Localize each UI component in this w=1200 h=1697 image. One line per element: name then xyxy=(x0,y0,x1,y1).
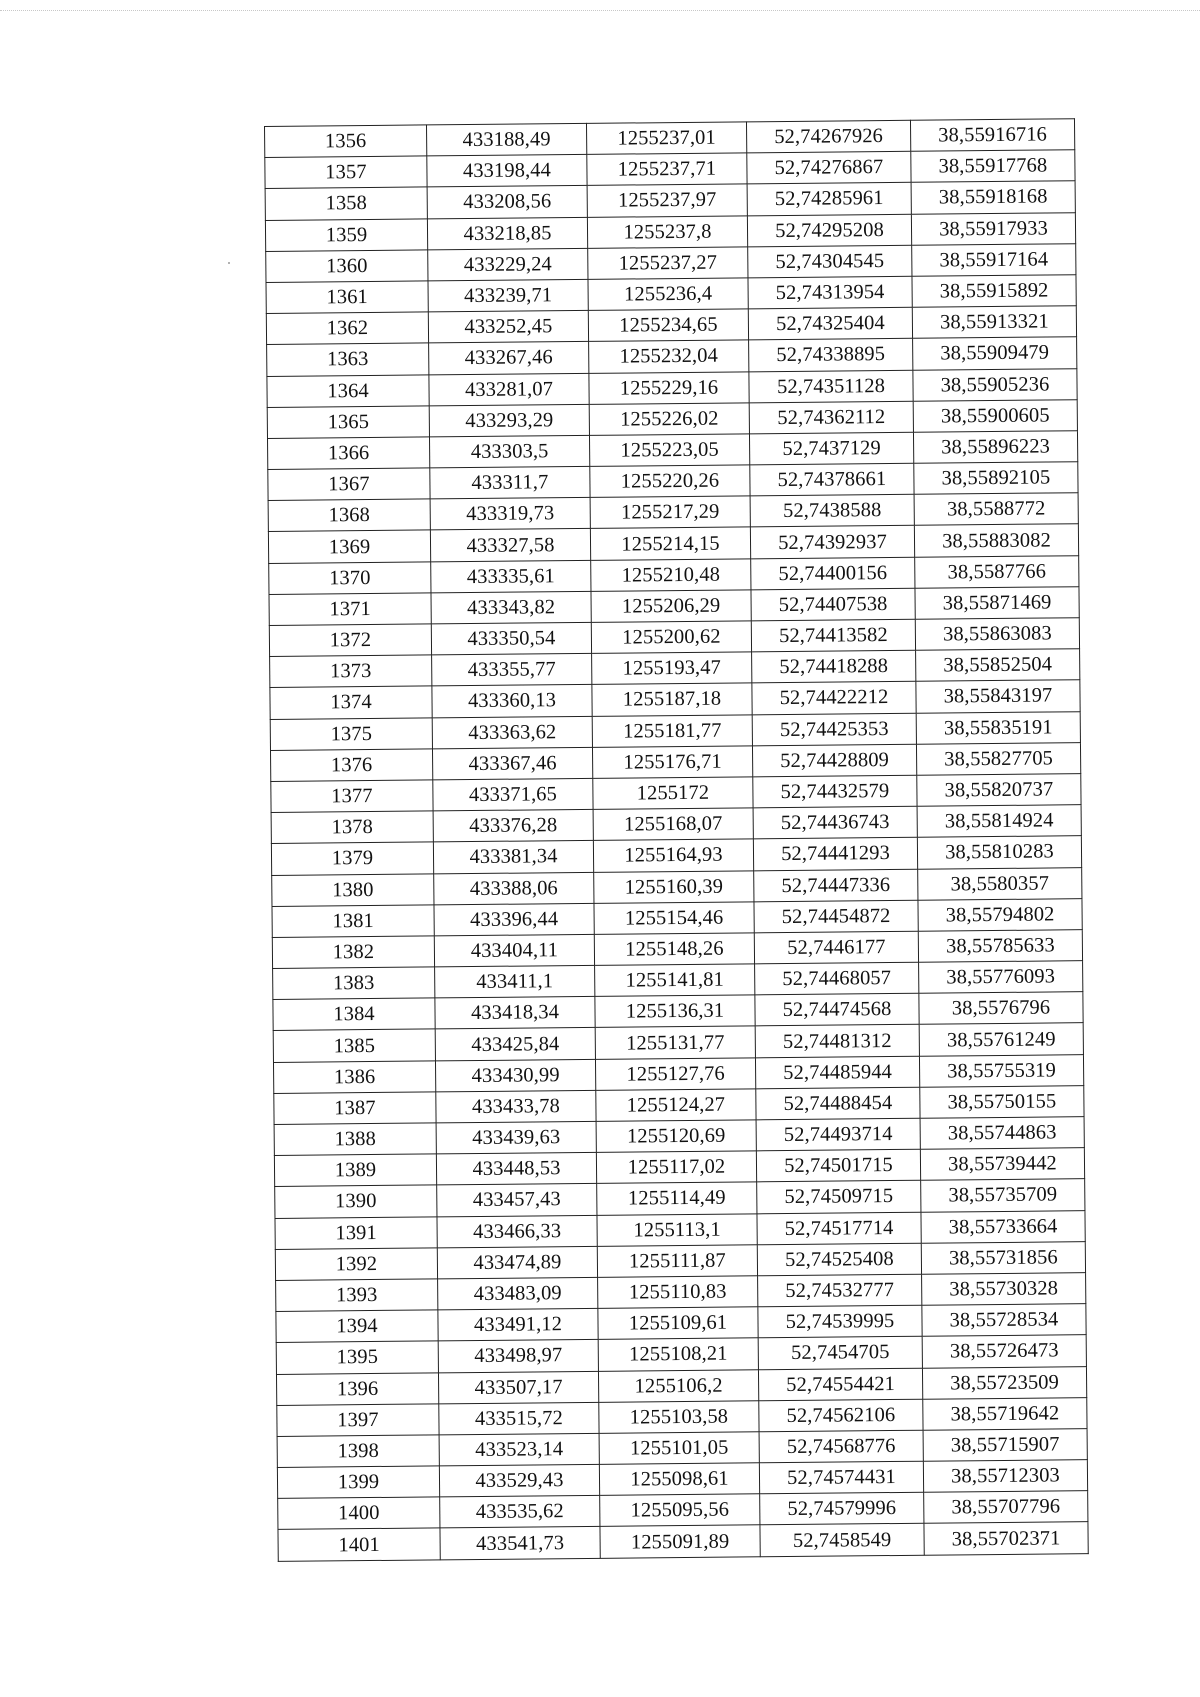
latitude-cell: 52,7446177 xyxy=(754,931,918,964)
latitude-cell: 52,74362112 xyxy=(749,401,913,434)
y-coordinate-cell: 1255176,71 xyxy=(592,746,752,779)
longitude-cell: 38,55728534 xyxy=(922,1304,1086,1337)
longitude-cell: 38,55723509 xyxy=(922,1366,1086,1399)
x-coordinate-cell: 433218,85 xyxy=(427,217,587,250)
longitude-cell: 38,55843197 xyxy=(916,680,1080,713)
point-number-cell: 1379 xyxy=(271,842,433,875)
latitude-cell: 52,74481312 xyxy=(755,1025,919,1058)
longitude-cell: 38,55707796 xyxy=(924,1491,1088,1524)
longitude-cell: 38,55730328 xyxy=(922,1273,1086,1306)
y-coordinate-cell: 1255101,05 xyxy=(599,1432,759,1465)
y-coordinate-cell: 1255210,48 xyxy=(591,558,751,591)
point-number-cell: 1389 xyxy=(274,1154,436,1187)
longitude-cell: 38,55719642 xyxy=(923,1397,1087,1430)
x-coordinate-cell: 433474,89 xyxy=(437,1246,597,1279)
x-coordinate-cell: 433303,5 xyxy=(429,435,589,468)
point-number-cell: 1372 xyxy=(269,624,431,657)
x-coordinate-cell: 433208,56 xyxy=(427,186,587,219)
longitude-cell: 38,55863083 xyxy=(915,618,1079,651)
latitude-cell: 52,74338895 xyxy=(749,339,913,372)
x-coordinate-cell: 433498,97 xyxy=(438,1340,598,1373)
point-number-cell: 1374 xyxy=(270,686,432,719)
longitude-cell: 38,55733664 xyxy=(921,1210,1085,1243)
x-coordinate-cell: 433439,63 xyxy=(436,1121,596,1154)
point-number-cell: 1386 xyxy=(273,1061,435,1094)
y-coordinate-cell: 1255237,97 xyxy=(587,184,747,217)
point-number-cell: 1383 xyxy=(273,967,435,1000)
latitude-cell: 52,74413582 xyxy=(751,619,915,652)
x-coordinate-cell: 433229,24 xyxy=(428,248,588,281)
y-coordinate-cell: 1255108,21 xyxy=(598,1338,758,1371)
x-coordinate-cell: 433343,82 xyxy=(431,591,591,624)
point-number-cell: 1391 xyxy=(275,1216,437,1249)
longitude-cell: 38,55776093 xyxy=(919,961,1083,994)
y-coordinate-cell: 1255095,56 xyxy=(600,1494,760,1527)
latitude-cell: 52,74285961 xyxy=(747,183,911,216)
y-coordinate-cell: 1255091,89 xyxy=(600,1525,760,1558)
latitude-cell: 52,74562106 xyxy=(759,1399,923,1432)
latitude-cell: 52,74400156 xyxy=(751,557,915,590)
longitude-cell: 38,55883082 xyxy=(914,524,1078,557)
latitude-cell: 52,7438588 xyxy=(750,495,914,528)
point-number-cell: 1361 xyxy=(266,281,428,314)
x-coordinate-cell: 433491,12 xyxy=(438,1308,598,1341)
y-coordinate-cell: 1255111,87 xyxy=(597,1245,757,1278)
x-coordinate-cell: 433281,07 xyxy=(429,373,589,406)
longitude-cell: 38,55915892 xyxy=(912,275,1076,308)
latitude-cell: 52,74474568 xyxy=(755,994,919,1027)
coordinates-table-container xyxy=(264,118,1089,1561)
latitude-cell: 52,74428809 xyxy=(752,744,916,777)
latitude-cell: 52,74493714 xyxy=(756,1118,920,1151)
point-number-cell: 1368 xyxy=(268,499,430,532)
scan-speck xyxy=(228,262,230,264)
point-number-cell: 1399 xyxy=(277,1466,439,1499)
x-coordinate-cell: 433404,11 xyxy=(434,934,594,967)
longitude-cell: 38,55755319 xyxy=(919,1054,1083,1087)
point-number-cell: 1359 xyxy=(265,218,427,251)
x-coordinate-cell: 433381,34 xyxy=(433,841,593,874)
point-number-cell: 1396 xyxy=(276,1372,438,1405)
x-coordinate-cell: 433529,43 xyxy=(439,1464,599,1497)
longitude-cell: 38,55735709 xyxy=(921,1179,1085,1212)
coordinates-table xyxy=(264,118,1089,1561)
latitude-cell: 52,74525408 xyxy=(757,1243,921,1276)
point-number-cell: 1398 xyxy=(277,1435,439,1468)
point-number-cell: 1370 xyxy=(269,562,431,595)
latitude-cell: 52,74501715 xyxy=(756,1149,920,1182)
point-number-cell: 1373 xyxy=(270,655,432,688)
y-coordinate-cell: 1255181,77 xyxy=(592,714,752,747)
point-number-cell: 1365 xyxy=(267,406,429,439)
latitude-cell: 52,74454872 xyxy=(754,900,918,933)
latitude-cell: 52,74441293 xyxy=(753,838,917,871)
latitude-cell: 52,74267926 xyxy=(746,120,910,153)
point-number-cell: 1400 xyxy=(278,1497,440,1530)
latitude-cell: 52,74425353 xyxy=(752,713,916,746)
longitude-cell: 38,5587766 xyxy=(915,555,1079,588)
latitude-cell: 52,7458549 xyxy=(760,1524,924,1557)
latitude-cell: 52,74351128 xyxy=(749,370,913,403)
y-coordinate-cell: 1255136,31 xyxy=(595,995,755,1028)
latitude-cell: 52,74579996 xyxy=(760,1492,924,1525)
latitude-cell: 52,74304545 xyxy=(748,245,912,278)
x-coordinate-cell: 433355,77 xyxy=(432,654,592,687)
coordinates-table-body xyxy=(265,119,1089,1561)
longitude-cell: 38,55785633 xyxy=(918,930,1082,963)
latitude-cell: 52,74422212 xyxy=(752,682,916,715)
y-coordinate-cell: 1255160,39 xyxy=(594,870,754,903)
y-coordinate-cell: 1255237,27 xyxy=(588,247,748,280)
longitude-cell: 38,55835191 xyxy=(916,711,1080,744)
longitude-cell: 38,55871469 xyxy=(915,587,1079,620)
latitude-cell: 52,74392937 xyxy=(750,526,914,559)
latitude-cell: 52,74418288 xyxy=(752,650,916,683)
y-coordinate-cell: 1255193,47 xyxy=(592,652,752,685)
x-coordinate-cell: 433418,34 xyxy=(435,997,595,1030)
x-coordinate-cell: 433515,72 xyxy=(439,1402,599,1435)
point-number-cell: 1357 xyxy=(265,156,427,189)
latitude-cell: 52,74574431 xyxy=(759,1461,923,1494)
longitude-cell: 38,55917768 xyxy=(911,150,1075,183)
y-coordinate-cell: 1255200,62 xyxy=(591,621,751,654)
longitude-cell: 38,55820737 xyxy=(917,774,1081,807)
y-coordinate-cell: 1255206,29 xyxy=(591,590,751,623)
latitude-cell: 52,74488454 xyxy=(756,1087,920,1120)
longitude-cell: 38,55739442 xyxy=(920,1148,1084,1181)
point-number-cell: 1395 xyxy=(276,1341,438,1374)
x-coordinate-cell: 433319,73 xyxy=(430,498,590,531)
x-coordinate-cell: 433376,28 xyxy=(433,809,593,842)
x-coordinate-cell: 433396,44 xyxy=(434,903,594,936)
y-coordinate-cell: 1255214,15 xyxy=(590,527,750,560)
point-number-cell: 1364 xyxy=(267,374,429,407)
y-coordinate-cell: 1255236,4 xyxy=(588,278,748,311)
x-coordinate-cell: 433411,1 xyxy=(435,965,595,998)
y-coordinate-cell: 1255237,71 xyxy=(587,153,747,186)
latitude-cell: 52,74539995 xyxy=(758,1305,922,1338)
longitude-cell: 38,55918168 xyxy=(911,181,1075,214)
y-coordinate-cell: 1255120,69 xyxy=(596,1120,756,1153)
y-coordinate-cell: 1255103,58 xyxy=(599,1400,759,1433)
x-coordinate-cell: 433523,14 xyxy=(439,1433,599,1466)
longitude-cell: 38,55712303 xyxy=(923,1460,1087,1493)
y-coordinate-cell: 1255114,49 xyxy=(597,1182,757,1215)
y-coordinate-cell: 1255110,83 xyxy=(598,1276,758,1309)
latitude-cell: 52,74447336 xyxy=(754,869,918,902)
latitude-cell: 52,74468057 xyxy=(755,962,919,995)
point-number-cell: 1380 xyxy=(272,873,434,906)
scan-edge-line xyxy=(0,10,1200,11)
latitude-cell: 52,74295208 xyxy=(747,214,911,247)
x-coordinate-cell: 433198,44 xyxy=(427,155,587,188)
latitude-cell: 52,74554421 xyxy=(758,1368,922,1401)
x-coordinate-cell: 433188,49 xyxy=(426,123,586,156)
y-coordinate-cell: 1255141,81 xyxy=(595,964,755,997)
x-coordinate-cell: 433293,29 xyxy=(429,404,589,437)
latitude-cell: 52,74532777 xyxy=(758,1274,922,1307)
longitude-cell: 38,5576796 xyxy=(919,992,1083,1025)
point-number-cell: 1377 xyxy=(271,780,433,813)
point-number-cell: 1393 xyxy=(276,1279,438,1312)
x-coordinate-cell: 433327,58 xyxy=(430,529,590,562)
y-coordinate-cell: 1255229,16 xyxy=(589,371,749,404)
point-number-cell: 1401 xyxy=(278,1528,440,1561)
x-coordinate-cell: 433541,73 xyxy=(440,1527,600,1560)
point-number-cell: 1371 xyxy=(269,593,431,626)
y-coordinate-cell: 1255237,01 xyxy=(586,122,746,155)
y-coordinate-cell: 1255237,8 xyxy=(587,215,747,248)
latitude-cell: 52,74325404 xyxy=(748,307,912,340)
point-number-cell: 1392 xyxy=(275,1248,437,1281)
point-number-cell: 1369 xyxy=(268,530,430,563)
longitude-cell: 38,55917933 xyxy=(911,212,1075,245)
y-coordinate-cell: 1255223,05 xyxy=(589,434,749,467)
longitude-cell: 38,55810283 xyxy=(917,836,1081,869)
latitude-cell: 52,7454705 xyxy=(758,1337,922,1370)
y-coordinate-cell: 1255124,27 xyxy=(596,1089,756,1122)
latitude-cell: 52,74517714 xyxy=(757,1212,921,1245)
longitude-cell: 38,5588772 xyxy=(914,493,1078,526)
point-number-cell: 1378 xyxy=(271,811,433,844)
longitude-cell: 38,55731856 xyxy=(921,1241,1085,1274)
x-coordinate-cell: 433388,06 xyxy=(434,872,594,905)
longitude-cell: 38,55794802 xyxy=(918,898,1082,931)
latitude-cell: 52,74436743 xyxy=(753,806,917,839)
table-row xyxy=(278,1522,1088,1561)
point-number-cell: 1358 xyxy=(265,187,427,220)
x-coordinate-cell: 433371,65 xyxy=(433,778,593,811)
longitude-cell: 38,55744863 xyxy=(920,1117,1084,1150)
longitude-cell: 38,55726473 xyxy=(922,1335,1086,1368)
point-number-cell: 1382 xyxy=(272,936,434,969)
y-coordinate-cell: 1255109,61 xyxy=(598,1307,758,1340)
y-coordinate-cell: 1255131,77 xyxy=(595,1026,755,1059)
longitude-cell: 38,55905236 xyxy=(913,368,1077,401)
latitude-cell: 52,74407538 xyxy=(751,588,915,621)
x-coordinate-cell: 433360,13 xyxy=(432,685,592,718)
point-number-cell: 1375 xyxy=(270,717,432,750)
longitude-cell: 38,55761249 xyxy=(919,1023,1083,1056)
x-coordinate-cell: 433430,99 xyxy=(435,1059,595,1092)
x-coordinate-cell: 433466,33 xyxy=(437,1215,597,1248)
point-number-cell: 1356 xyxy=(265,125,427,158)
y-coordinate-cell: 1255154,46 xyxy=(594,902,754,935)
y-coordinate-cell: 1255098,61 xyxy=(599,1463,759,1496)
x-coordinate-cell: 433252,45 xyxy=(428,311,588,344)
latitude-cell: 52,7437129 xyxy=(749,432,913,465)
y-coordinate-cell: 1255232,04 xyxy=(589,340,749,373)
longitude-cell: 38,55909479 xyxy=(913,337,1077,370)
longitude-cell: 38,55917164 xyxy=(912,243,1076,276)
point-number-cell: 1366 xyxy=(267,437,429,470)
longitude-cell: 38,55852504 xyxy=(916,649,1080,682)
y-coordinate-cell: 1255234,65 xyxy=(588,309,748,342)
y-coordinate-cell: 1255220,26 xyxy=(590,465,750,498)
longitude-cell: 38,55913321 xyxy=(912,306,1076,339)
point-number-cell: 1390 xyxy=(275,1185,437,1218)
x-coordinate-cell: 433457,43 xyxy=(437,1184,597,1217)
x-coordinate-cell: 433311,7 xyxy=(430,466,590,499)
x-coordinate-cell: 433363,62 xyxy=(432,716,592,749)
y-coordinate-cell: 1255106,2 xyxy=(598,1369,758,1402)
y-coordinate-cell: 1255226,02 xyxy=(589,403,749,436)
y-coordinate-cell: 1255113,1 xyxy=(597,1213,757,1246)
latitude-cell: 52,74432579 xyxy=(753,775,917,808)
x-coordinate-cell: 433335,61 xyxy=(431,560,591,593)
longitude-cell: 38,55916716 xyxy=(910,119,1074,152)
x-coordinate-cell: 433507,17 xyxy=(438,1371,598,1404)
point-number-cell: 1385 xyxy=(273,1029,435,1062)
point-number-cell: 1397 xyxy=(277,1404,439,1437)
y-coordinate-cell: 1255172 xyxy=(593,777,753,810)
longitude-cell: 38,55896223 xyxy=(913,431,1077,464)
latitude-cell: 52,74509715 xyxy=(757,1181,921,1214)
y-coordinate-cell: 1255164,93 xyxy=(593,839,753,872)
latitude-cell: 52,74378661 xyxy=(750,463,914,496)
y-coordinate-cell: 1255117,02 xyxy=(596,1151,756,1184)
x-coordinate-cell: 433483,09 xyxy=(438,1277,598,1310)
point-number-cell: 1362 xyxy=(266,312,428,345)
x-coordinate-cell: 433433,78 xyxy=(436,1090,596,1123)
x-coordinate-cell: 433350,54 xyxy=(431,622,591,655)
latitude-cell: 52,74568776 xyxy=(759,1430,923,1463)
point-number-cell: 1363 xyxy=(267,343,429,376)
point-number-cell: 1381 xyxy=(272,905,434,938)
y-coordinate-cell: 1255127,76 xyxy=(595,1057,755,1090)
point-number-cell: 1360 xyxy=(266,250,428,283)
latitude-cell: 52,74485944 xyxy=(755,1056,919,1089)
latitude-cell: 52,74313954 xyxy=(748,276,912,309)
x-coordinate-cell: 433535,62 xyxy=(440,1496,600,1529)
longitude-cell: 38,55892105 xyxy=(914,462,1078,495)
longitude-cell: 38,55827705 xyxy=(916,742,1080,775)
y-coordinate-cell: 1255148,26 xyxy=(594,933,754,966)
point-number-cell: 1394 xyxy=(276,1310,438,1343)
x-coordinate-cell: 433367,46 xyxy=(432,747,592,780)
point-number-cell: 1387 xyxy=(274,1092,436,1125)
x-coordinate-cell: 433267,46 xyxy=(429,342,589,375)
longitude-cell: 38,55900605 xyxy=(913,399,1077,432)
x-coordinate-cell: 433239,71 xyxy=(428,279,588,312)
latitude-cell: 52,74276867 xyxy=(747,151,911,184)
y-coordinate-cell: 1255187,18 xyxy=(592,683,752,716)
longitude-cell: 38,55750155 xyxy=(920,1085,1084,1118)
longitude-cell: 38,55715907 xyxy=(923,1429,1087,1462)
longitude-cell: 38,5580357 xyxy=(918,867,1082,900)
point-number-cell: 1376 xyxy=(270,749,432,782)
x-coordinate-cell: 433448,53 xyxy=(436,1153,596,1186)
y-coordinate-cell: 1255217,29 xyxy=(590,496,750,529)
longitude-cell: 38,55814924 xyxy=(917,805,1081,838)
longitude-cell: 38,55702371 xyxy=(924,1522,1088,1555)
y-coordinate-cell: 1255168,07 xyxy=(593,808,753,841)
x-coordinate-cell: 433425,84 xyxy=(435,1028,595,1061)
point-number-cell: 1384 xyxy=(273,998,435,1031)
point-number-cell: 1367 xyxy=(268,468,430,501)
point-number-cell: 1388 xyxy=(274,1123,436,1156)
